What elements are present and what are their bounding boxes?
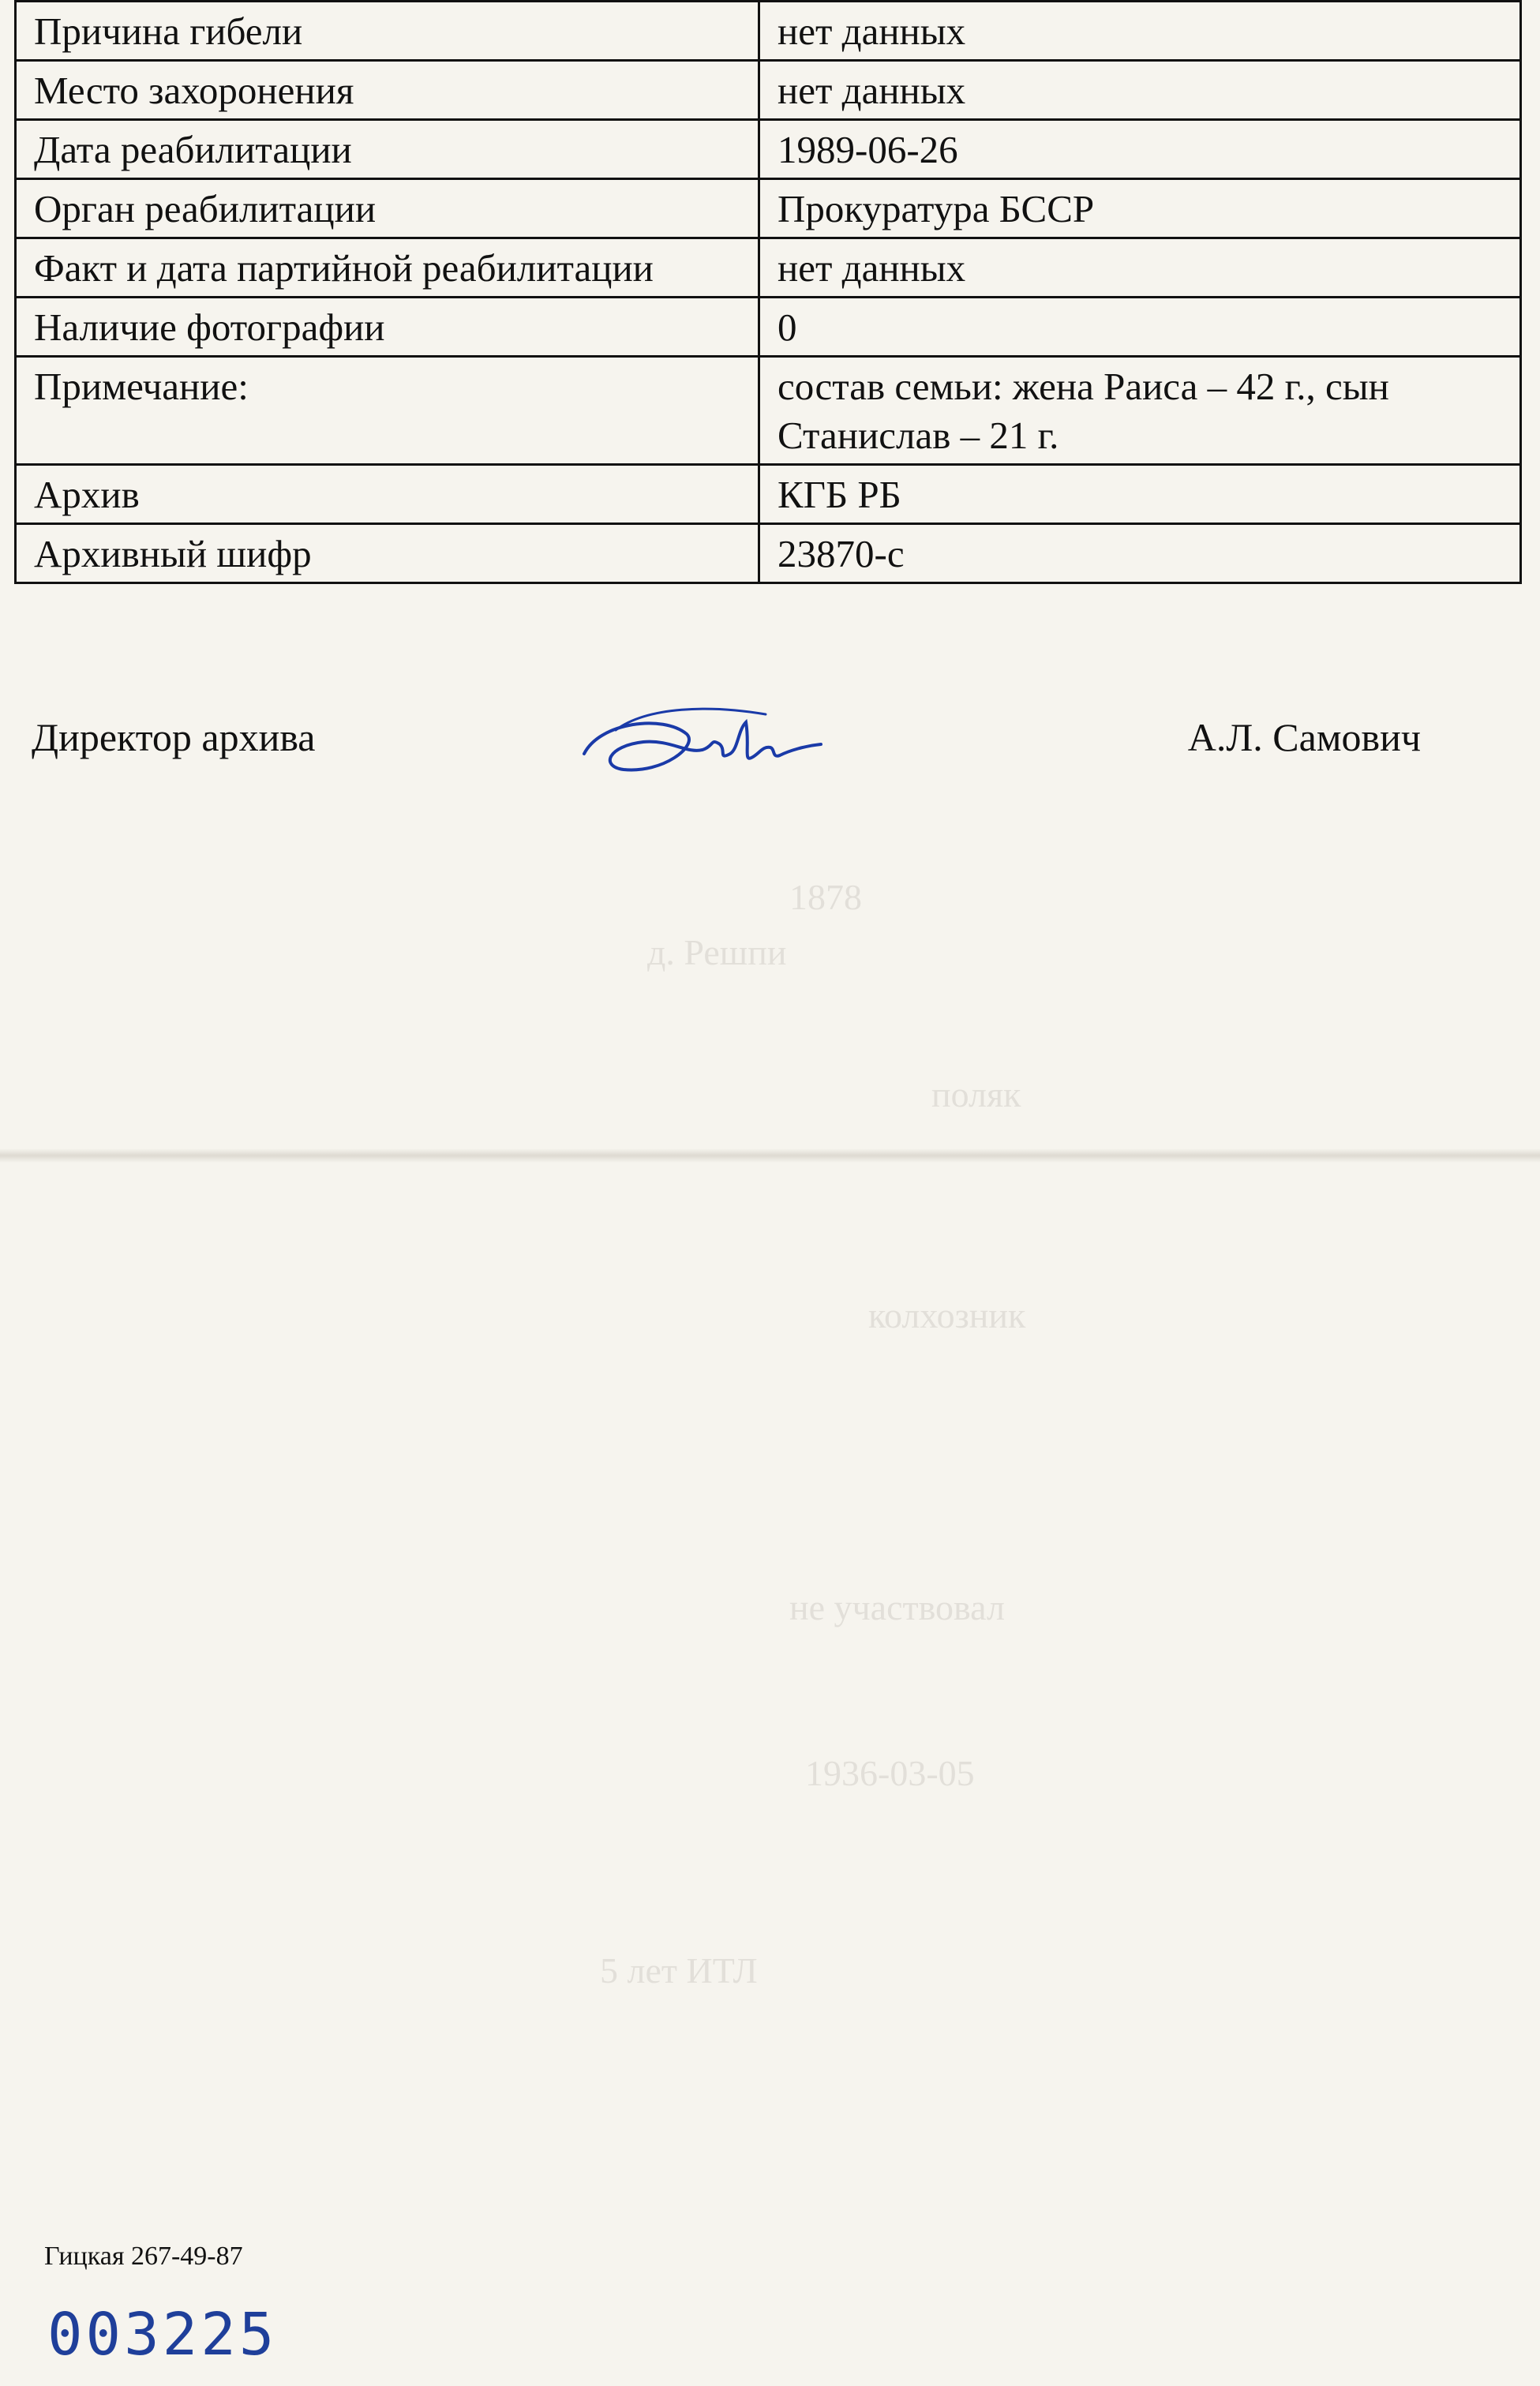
field-value: состав семьи: жена Раиса – 42 г., сын Станислав – 21 г. xyxy=(759,357,1521,465)
table-row xyxy=(16,120,1521,179)
footer-contact: Гицкая 267-49-87 xyxy=(44,2242,243,2271)
handwritten-signature xyxy=(568,699,837,793)
table-row xyxy=(16,238,1521,298)
table-row xyxy=(16,298,1521,357)
field-label: Факт и дата партийной реабилитации xyxy=(16,238,759,298)
paper-fold-line xyxy=(0,1148,1540,1163)
field-value: нет данных xyxy=(759,238,1521,298)
field-value: Прокуратура БССР xyxy=(759,179,1521,238)
field-value: нет данных xyxy=(759,2,1521,61)
field-label: Причина гибели xyxy=(16,2,759,61)
signature-block xyxy=(32,699,1484,809)
serial-number-stamp: 003225 xyxy=(47,2301,278,2369)
field-value: 1989-06-26 xyxy=(759,120,1521,179)
table-row xyxy=(16,179,1521,238)
field-label: Дата реабилитации xyxy=(16,120,759,179)
field-value: 23870-с xyxy=(759,524,1521,583)
table-row xyxy=(16,2,1521,61)
records-table xyxy=(14,0,1522,584)
document-page: 1878 д. Решпи поляк колхозник не участвовал 1936-03-05 5 лет ИТЛ Причина гибели нет данных Место захоронения нет данных Дата реабилитации 1989-06-26 Орган реабилитации Прокуратура БССР Факт и дата партийной реабилитации нет данных Наличие фотографии 0 Примечание: состав семьи: жена Раиса – 42 г., сын Станислав – 21 г. Архив КГБ РБ Архивный шифр 23870-с Директор архива А.Л. Самович Гицкая 267-49-87 003225 xyxy=(0,0,1540,2386)
field-label: Архив xyxy=(16,465,759,524)
table-row xyxy=(16,524,1521,583)
signatory-title: Директор архива xyxy=(32,715,316,759)
signatory-name: А.Л. Самович xyxy=(1187,715,1421,759)
field-value: 0 xyxy=(759,298,1521,357)
table-row xyxy=(16,465,1521,524)
field-label: Примечание: xyxy=(16,357,759,465)
field-value: КГБ РБ xyxy=(759,465,1521,524)
field-label: Наличие фотографии xyxy=(16,298,759,357)
field-value: нет данных xyxy=(759,61,1521,120)
field-label: Архивный шифр xyxy=(16,524,759,583)
field-label: Орган реабилитации xyxy=(16,179,759,238)
table-row xyxy=(16,61,1521,120)
field-label: Место захоронения xyxy=(16,61,759,120)
table-row xyxy=(16,357,1521,465)
